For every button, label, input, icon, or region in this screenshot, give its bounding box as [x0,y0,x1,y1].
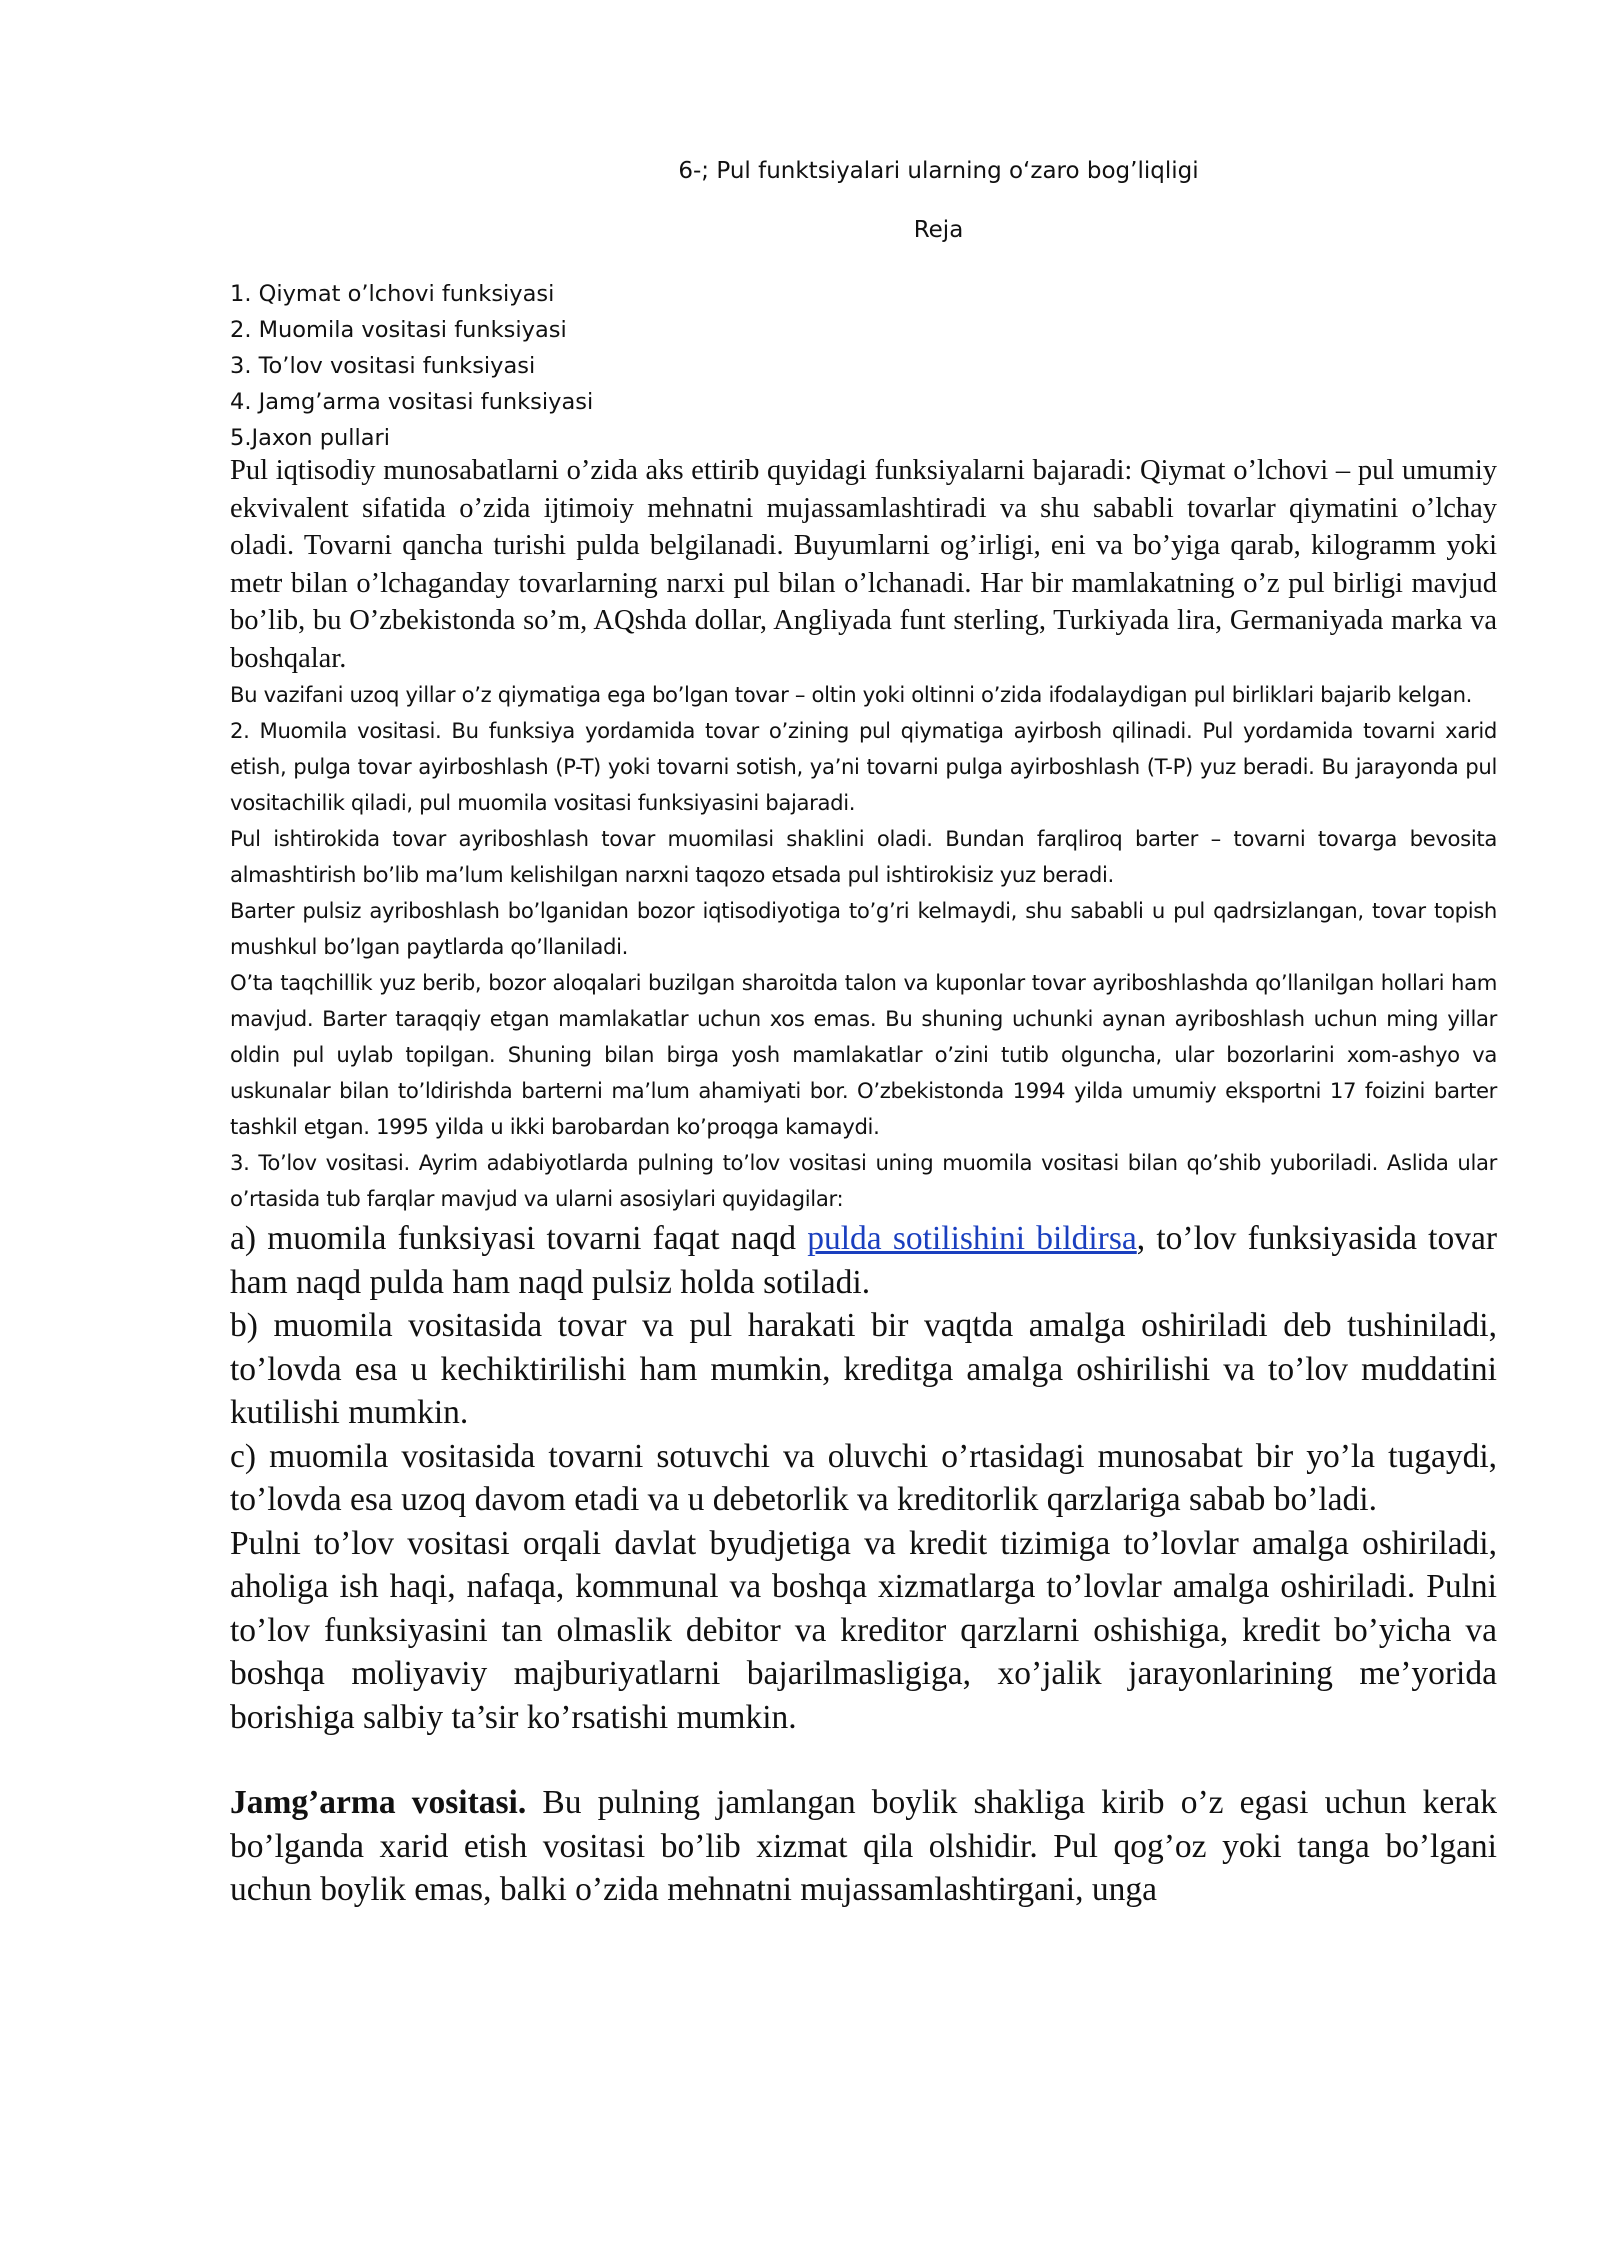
paragraph-savings [230,1781,1497,1912]
paragraph-point-a [230,1217,1497,1304]
paragraph-circulation: 2. Muomila vositasi. Bu funksiya yordamida tovar o’zining pul qiymatiga ayirbosh qilinadi. Pul yordamida tovarni xarid etish, pulga tovar ayirboshlash (P-T) yoki tovarni sotish, ya’ni tovarni pulga ayirboshlash (T-P) yuz beradi. Bu jarayonda pul vositachilik qiladi, pul muomila vositasi funksiyasini bajaradi. [230,718,1497,815]
plan-heading: Reja [913,217,964,243]
document-page [230,0,1497,2262]
paragraph-gap [230,1739,1497,1781]
paragraph-point-b: b) muomila vositasida tovar va pul harakati bir vaqtda amalga oshiriladi deb tushiniladi, to’lovda esa u kechiktirilishi ham mumkin, kreditga amalga oshirilishi va to’lov muddatini kutilishi mumkin. [230,1307,1497,1431]
savings-text: Bu pulning jamlangan boylik shakliga kirib o’z egasi uchun kerak bo’lganda xarid etish vositasi bo’lib xizmat qila olshidir. Pul qog’oz yoki tanga bo’lgani uchun boylik emas, balki o’zida mehnatni mujassamlashtirgani, unga [230,1784,1497,1908]
paragraph-intro: Pul iqtisodiy munosabatlarni o’zida aks ettirib quyidagi funksiyalarni bajaradi: Qiymat o’lchovi – pul umumiy ekvivalent sifatida o’zida ijtimoiy mehnatni mujassamlashtiradi va shu sababli tovarlar qiymatini o’lchay oladi. Tovarni qancha turishi pulda belgilanadi. Buyumlarni og’irligi, eni va bo’yiga qarab, kilogramm yoki metr bilan o’lchaganday tovarlarning narxi pul bilan o’lchanadi. Har bir mamlakatning o’z pul birligi mavjud bo’lib, bu O’zbekistonda so’m, AQshda dollar, Angliyada funt sterling, Turkiyada lira, Germaniyada marka va boshqalar. [230,455,1497,674]
plan-list [230,276,1497,456]
paragraph-gold: Bu vazifani uzoq yillar o’z qiymatiga ega bo’lgan tovar – oltin yoki oltinni o’zida ifodalaydigan pul birliklari bajarib kelgan. [230,682,1473,707]
plan-item: 2. Muomila vositasi funksiyasi [230,317,567,343]
paragraph-shortage: O’ta taqchillik yuz berib, bozor aloqalari buzilgan sharoitda talon va kuponlar tovar ayriboshlashda qo’llanilgan hollari ham mavjud. Barter taraqqiy etgan mamlakatlar uchun xos emas. Bu shuning uchunki aynan ayriboshlash uchun ming yillar oldin pul uylab topilgan. Shuning bilan birga yosh mamlakatlar o’zini tutib olguncha, ular bozorlarini xom-ashyo va uskunalar bilan to’ldirishda barterni ma’lum ahamiyati bor. O’zbekistonda 1994 yilda umumiy eksportni 17 foizini barter tashkil etgan. 1995 yilda u ikki barobardan ko’proqga kamaydi. [230,970,1497,1139]
sales-link[interactable]: pulda sotilishini bildirsa [807,1220,1137,1257]
plan-item: 3. To’lov vositasi funksiyasi [230,353,536,379]
point-a-text-start: a) muomila funksiyasi tovarni faqat naqd [230,1220,808,1257]
paragraph-payment-means: Pulni to’lov vositasi orqali davlat byudjetiga va kredit tizimiga to’lovlar amalga oshiriladi, aholiga ish haqi, nafaqa, kommunal va boshqa xizmatlarga to’lovlar amalga oshiriladi. Pulni to’lov funksiyasini tan olmaslik debitor va kreditor qarzlarni oshishiga, kredit bo’yicha va boshqa moliyaviy majburiyatlarni bajarilmasligiga, xo’jalik jarayonlarining me’yorida borishiga salbiy ta’sir ko’rsatishi mumkin. [230,1524,1497,1736]
savings-heading: Jamg’arma vositasi. [230,1784,527,1821]
plan-item: 1. Qiymat o’lchovi funksiyasi [230,281,555,307]
paragraph-payment: 3. To’lov vositasi. Ayrim adabiyotlarda pulning to’lov vositasi uning muomila vositasi bilan qo’shib yuboriladi. Aslida ular o’rtasida tub farqlar mavjud va ularni asosiylari quyidagilar: [230,1150,1497,1211]
plan-item: 4. Jamg’arma vositasi funksiyasi [230,389,594,415]
point-a-text-end: , to’lov funksiyasida tovar ham naqd pulda ham naqd pulsiz holda sotiladi. [230,1220,1498,1301]
document-title: 6-; Pul funktsiyalari ularning o‘zaro bog’liqligi [678,158,1199,184]
paragraph-point-c: c) muomila vositasida tovarni sotuvchi va oluvchi o’rtasidagi munosabat bir yo’la tugaydi, to’lovda esa uzoq davom etadi va u debetorlik va kreditorlik qarzlariga sabab bo’ladi. [230,1437,1497,1518]
paragraph-barter: Barter pulsiz ayriboshlash bo’lganidan bozor iqtisodiyotiga to’g’ri kelmaydi, shu sababli u pul qadrsizlangan, tovar topish mushkul bo’lgan paytlarda qo’llaniladi. [230,898,1497,959]
plan-item: 5.Jaxon pullari [230,425,391,451]
document-body [230,452,1497,1912]
paragraph-exchange: Pul ishtirokida tovar ayriboshlash tovar muomilasi shaklini oladi. Bundan farqliroq barter – tovarni tovarga bevosita almashtirish bo’lib ma’lum kelishilgan narxni taqozo etsada pul ishtirokisiz yuz beradi. [230,826,1497,887]
